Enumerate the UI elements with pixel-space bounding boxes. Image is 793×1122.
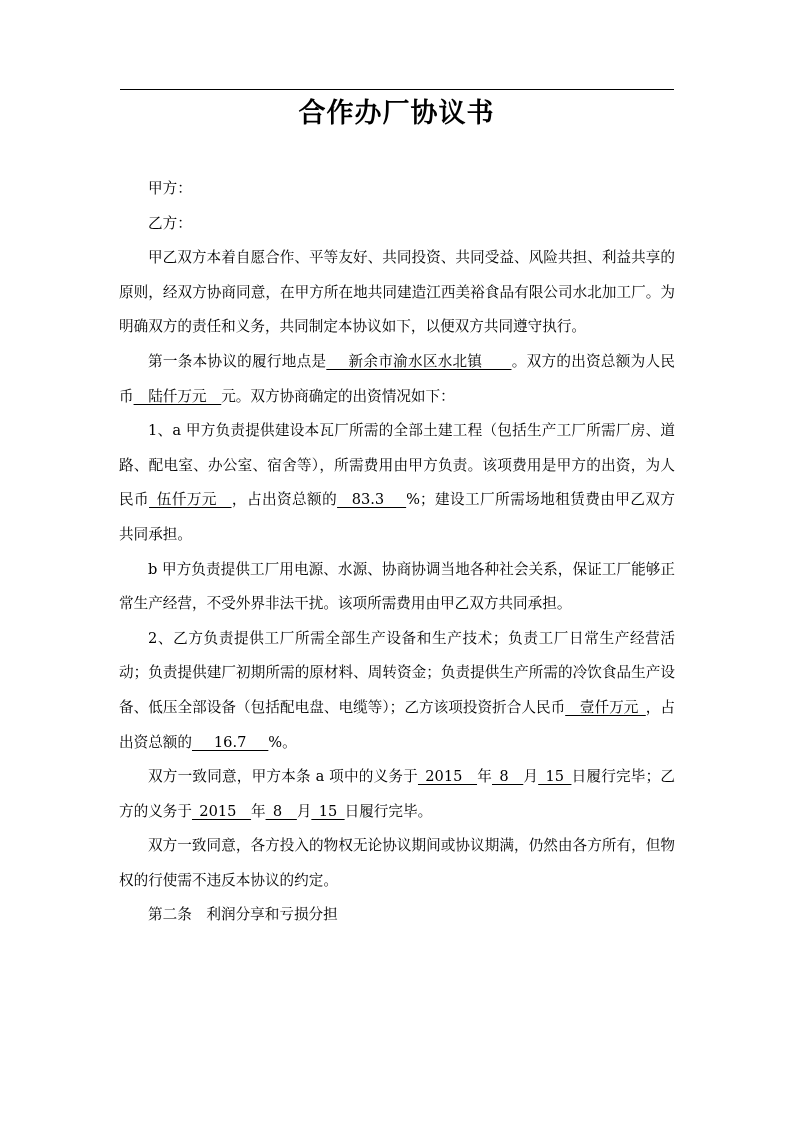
clause-1a-text-3: %；建设工厂所需场地租赁费由甲乙双方共同承担。 [119, 491, 675, 543]
clause-1a-amount-field: _伍仟万元__ [149, 491, 232, 509]
property-paragraph: 双方一致同意，各方投入的物权无论协议期间或协议期满，仍然由各方所有，但物权的行使需不违反本协议的约定。 [119, 837, 675, 889]
article-1-paragraph [119, 345, 675, 414]
clause-1a-text-2: ，占出资总额的 [231, 491, 338, 509]
article-1-text-3: 元。双方协商确定的出资情况如下： [221, 387, 455, 405]
completion-text-2: 年 [477, 768, 493, 786]
completion-text-3: 月 [523, 768, 539, 786]
party-b-line: 乙方： [148, 214, 192, 232]
clause-2-paragraph [119, 622, 675, 760]
party-a-month-field: _8__ [492, 768, 524, 786]
clause-1a-paragraph [119, 414, 675, 552]
completion-text-6: 月 [296, 802, 312, 820]
clause-2-text-2: ，占出资总额的 [119, 698, 675, 751]
clause-2-text-3: %。 [268, 733, 297, 751]
completion-text-5: 年 [251, 802, 266, 820]
party-b-month-field: _8__ [265, 802, 297, 820]
clause-1b-paragraph: b 甲方负责提供工厂用电源、水源、协商协调当地各种社会关系，保证工厂能够正常生产经营，不受外界非法干扰。该项所需费用由甲乙双方共同承担。 [119, 560, 675, 613]
clause-2-text-1: 2、乙方负责提供工厂所需全部生产设备和生产技术；负责工厂日常生产经营活动；负责提供建厂初期所需的原材料、周转资金；负责提供生产所需的冷饮食品生产设备、低压全部设备（包括配电盘、电缆等）；乙方该项投资折合人民币 [119, 629, 675, 716]
header-rule [120, 89, 674, 90]
article-1-total-amount-field: __陆仟万元__ [133, 387, 222, 405]
completion-text-4: 日履行完毕；乙方的义务于 [119, 768, 675, 820]
document-body [119, 172, 675, 933]
article-1-location-field: ___新余市渝水区水北镇____ [326, 352, 512, 370]
party-a-line: 甲方： [148, 180, 192, 197]
party-a-day-field: _15_ [538, 768, 572, 786]
completion-text-7: 日履行完毕。 [344, 802, 433, 820]
completion-text-1: 双方一致同意，甲方本条 a 项中的义务于 [148, 768, 418, 786]
article-1-text-1: 第一条本协议的履行地点是 [148, 352, 327, 370]
party-b-day-field: _15_ [311, 802, 345, 820]
intro-paragraph: 甲乙双方本着自愿合作、平等友好、共同投资、共同受益、风险共担、利益共享的原则，经双方协商同意，在甲方所在地共同建造江西美裕食品有限公司水北加工厂。为明确双方的责任和义务，共同制定本协议如下，以便双方共同遵守执行。 [119, 249, 675, 336]
article-1-text-2: 。双方的出资总额为人民币 [119, 352, 675, 405]
article-2-heading: 第二条 利润分享和亏损分担 [148, 906, 338, 924]
clause-1a-text-1: 1、a 甲方负责提供建设本瓦厂所需的全部土建工程（包括生产工厂所需厂房、道路、配电室、办公室、宿舍等），所需费用由甲方负责。该项费用是甲方的出资，为人民币 [119, 422, 675, 509]
party-b-year-field: _2015__ [191, 802, 252, 820]
clause-2-amount-field: __壹仟万元_ [565, 698, 646, 716]
party-a-year-field: _2015__ [417, 768, 477, 786]
clause-1a-percent-field: __83.3___ [337, 491, 407, 509]
completion-paragraph [119, 760, 675, 829]
document-title: 合作办厂协议书 [298, 98, 495, 129]
clause-2-percent-field: ___16.7___ [191, 733, 269, 751]
